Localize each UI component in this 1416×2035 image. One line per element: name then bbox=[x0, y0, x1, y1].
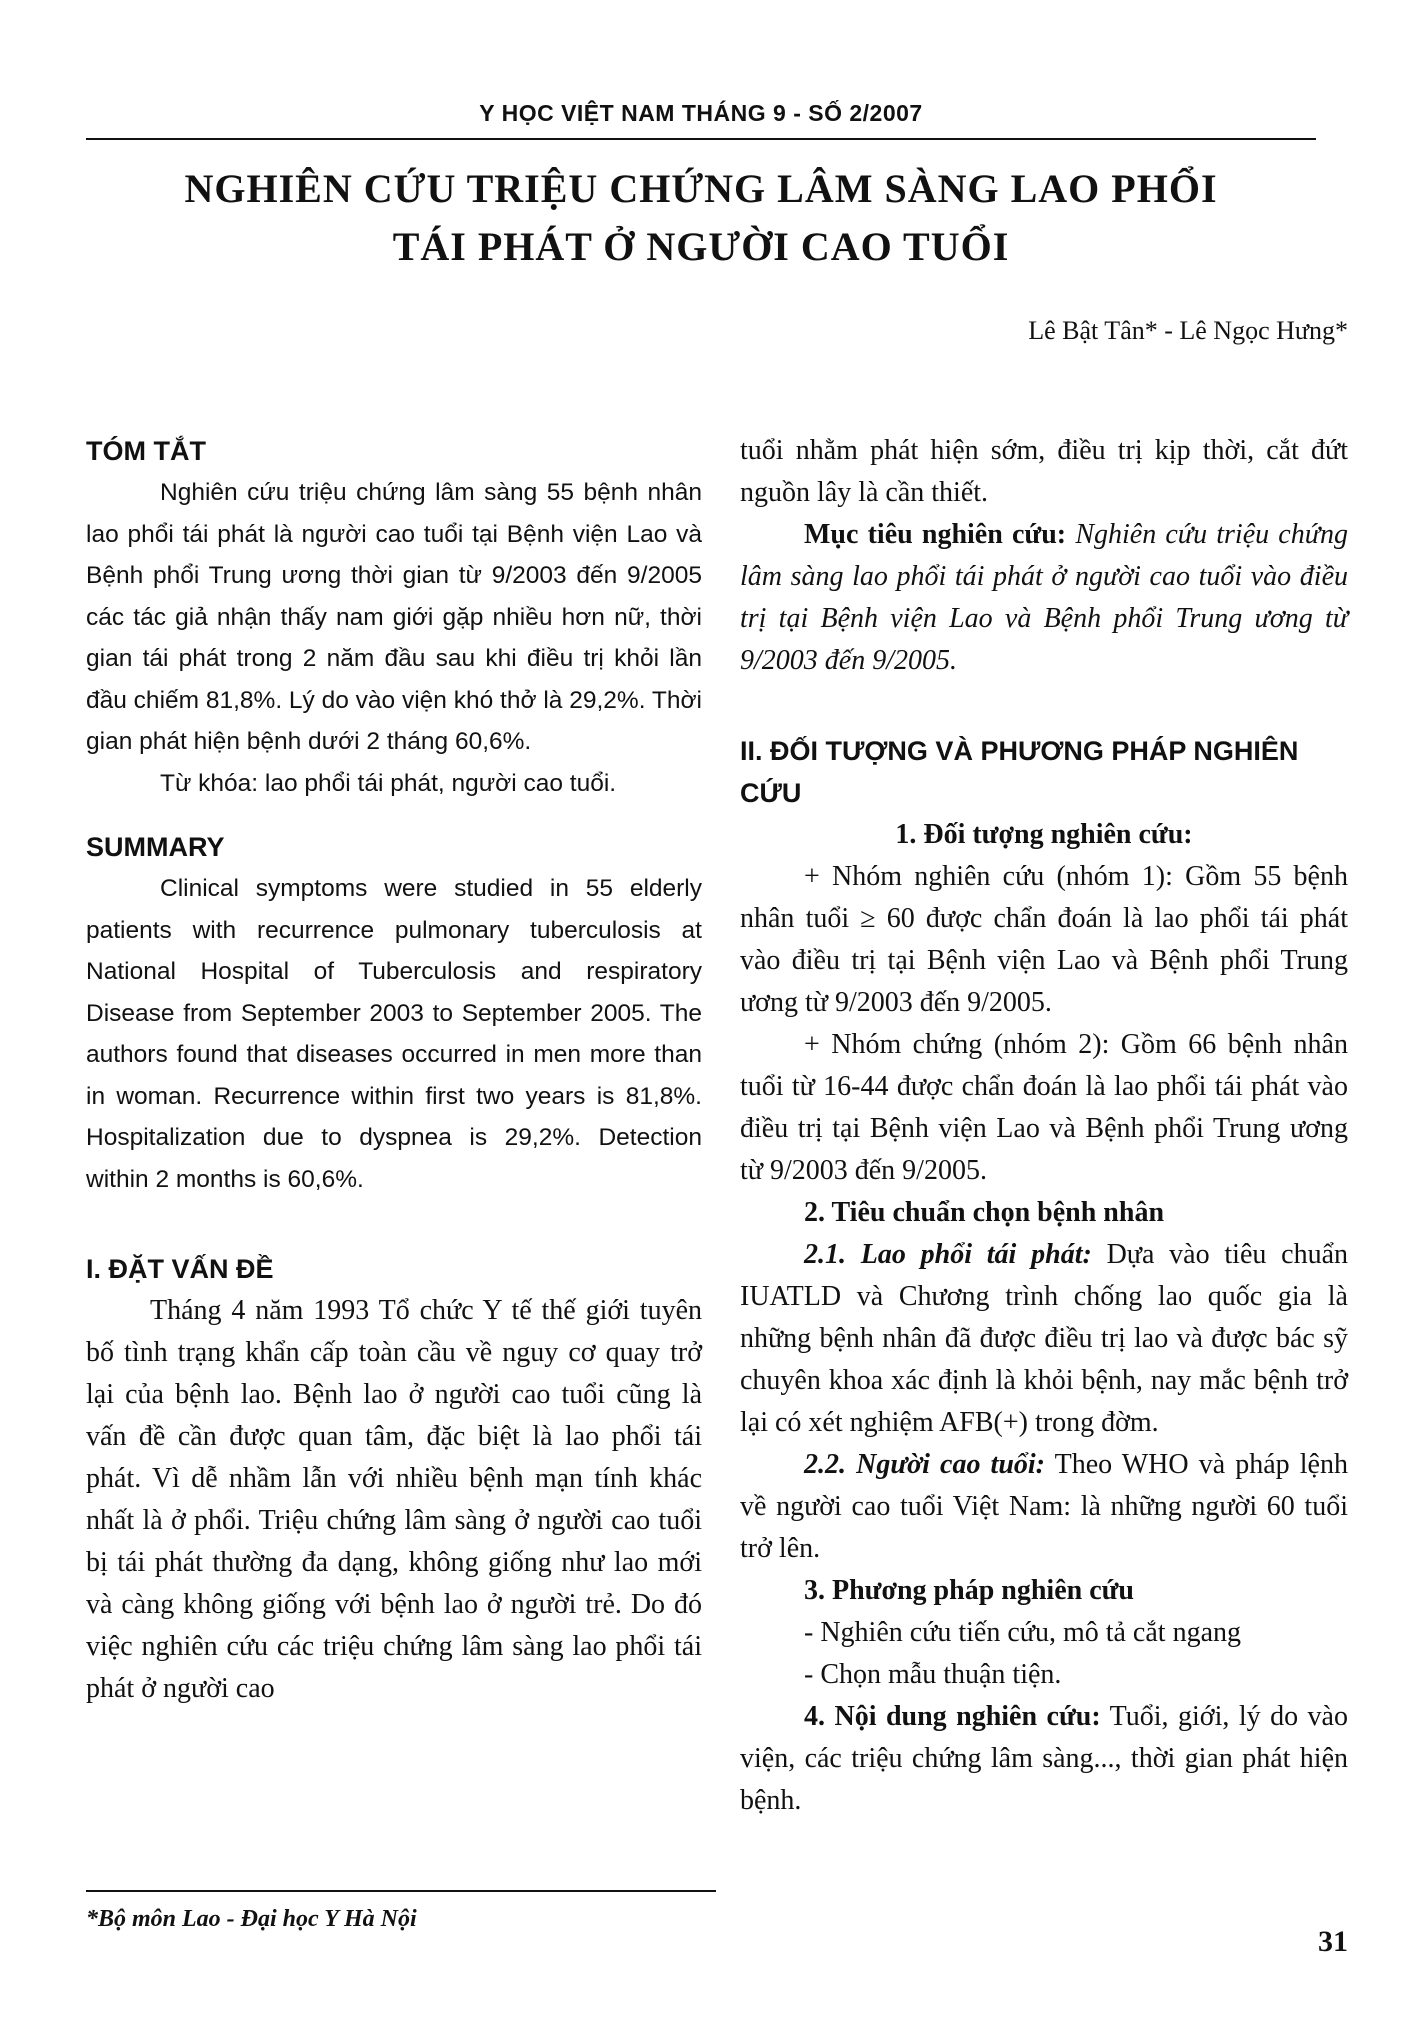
title-line-2: TÁI PHÁT Ở NGƯỜI CAO TUỔI bbox=[392, 224, 1010, 269]
sub4-label: 4. Nội dung nghiên cứu: bbox=[804, 1701, 1101, 1732]
criterion-21 bbox=[740, 1234, 1348, 1444]
section1-continuation: tuổi nhằm phát hiện sớm, điều trị kịp thời, cắt đứt nguồn lây là cần thiết. bbox=[740, 435, 1348, 508]
journal-header: Y HỌC VIỆT NAM THÁNG 9 - SỐ 2/2007 bbox=[479, 100, 923, 126]
authors: Lê Bật Tân* - Lê Ngọc Hưng* bbox=[1028, 316, 1348, 345]
objective-label: Mục tiêu nghiên cứu: bbox=[804, 519, 1067, 550]
criterion-22-label: 2.2. Người cao tuổi: bbox=[804, 1449, 1045, 1480]
title-line-1: NGHIÊN CỨU TRIỆU CHỨNG LÂM SÀNG LAO PHỔI bbox=[184, 166, 1218, 211]
sub2-heading: 2. Tiêu chuẩn chọn bệnh nhân bbox=[804, 1197, 1165, 1228]
left-column bbox=[86, 430, 702, 1710]
abstract-en-heading: SUMMARY bbox=[86, 832, 225, 862]
abstract-vi-heading: TÓM TẮT bbox=[86, 436, 206, 466]
sub1-heading: 1. Đối tượng nghiên cứu: bbox=[895, 819, 1193, 850]
page-number: 31 bbox=[1318, 1925, 1348, 1958]
section1-heading: I. ĐẶT VẤN ĐỀ bbox=[86, 1254, 274, 1284]
objective-text: Nghiên cứu triệu chứng lâm sàng lao phổi tái phát ở người cao tuổi vào điều trị tại Bệnh viện Lao và Bệnh phổi Trung ương từ 9/2003 đến 9/2005. bbox=[740, 519, 1349, 676]
sub4-text: Tuổi, giới, lý do vào viện, các triệu chứng lâm sàng..., thời gian phát hiện bệnh. bbox=[740, 1701, 1348, 1816]
section2-heading: II. ĐỐI TƯỢNG VÀ PHƯƠNG PHÁP NGHIÊN CỨU bbox=[740, 736, 1299, 808]
group2-paragraph: + Nhóm chứng (nhóm 2): Gồm 66 bệnh nhân tuổi từ 16-44 được chẩn đoán là lao phổi tái phát vào điều trị tại Bệnh viện Lao và Bệnh phổi Trung ương từ 9/2003 đến 9/2005. bbox=[740, 1029, 1348, 1186]
footnote-rule bbox=[86, 1890, 716, 1892]
method-item-2: - Chọn mẫu thuận tiện. bbox=[804, 1659, 1062, 1690]
right-column bbox=[740, 430, 1348, 1822]
article-title bbox=[86, 160, 1316, 276]
abstract-vi-body: Nghiên cứu triệu chứng lâm sàng 55 bệnh nhân lao phổi tái phát là người cao tuổi tại Bệnh viện Lao và Bệnh phổi Trung ương thời gian từ 9/2003 đến 9/2005 các tác giả nhận thấy nam giới gặp nhiều hơn nữ, thời gian tái phát trong 2 năm đầu sau khi điều trị khỏi lần đầu chiếm 81,8%. Lý do vào viện khó thở là 29,2%. Thời gian phát hiện bệnh dưới 2 tháng 60,6%. bbox=[86, 479, 702, 755]
criterion-21-label: 2.1. Lao phổi tái phát: bbox=[804, 1239, 1092, 1270]
section1-body: Tháng 4 năm 1993 Tổ chức Y tế thế giới tuyên bố tình trạng khẩn cấp toàn cầu về nguy cơ quay trở lại của bệnh lao. Bệnh lao ở người cao tuổi cũng là vấn đề cần được quan tâm, đặc biệt là lao phổi tái phát. Vì dễ nhầm lẫn với nhiều bệnh mạn tính khác nhất là ở phổi. Triệu chứng lâm sàng ở người cao tuổi bị tái phát thường đa dạng, không giống như lao mới và càng không giống với bệnh lao ở người trẻ. Do đó việc nghiên cứu các triệu chứng lâm sàng lao phổi tái phát ở người cao bbox=[86, 1295, 702, 1704]
method-item-1: - Nghiên cứu tiến cứu, mô tả cắt ngang bbox=[804, 1617, 1241, 1648]
criterion-22-text: Theo WHO và pháp lệnh về người cao tuổi Việt Nam: là những người 60 tuổi trở lên. bbox=[740, 1449, 1348, 1564]
criterion-21-text: Dựa vào tiêu chuẩn IUATLD và Chương trình chống lao quốc gia là những bệnh nhân đã được điều trị lao và được bác sỹ chuyên khoa xác định là khỏi bệnh, nay mắc bệnh trở lại có xét nghiệm AFB(+) trong đờm. bbox=[740, 1239, 1348, 1438]
sub3-heading: 3. Phương pháp nghiên cứu bbox=[804, 1575, 1134, 1606]
abstract-en-body: Clinical symptoms were studied in 55 elderly patients with recurrence pulmonary tuberculosis at National Hospital of Tuberculosis and respiratory Disease from September 2003 to September 2005. The authors found that diseases occurred in men more than in woman. Recurrence within first two years is 81,8%. Hospitalization due to dyspnea is 29,2%. Detection within 2 months is 60,6%. bbox=[86, 875, 702, 1193]
sub4-paragraph bbox=[740, 1696, 1348, 1822]
criterion-22 bbox=[740, 1444, 1348, 1570]
abstract-vi-keywords: Từ khóa: lao phổi tái phát, người cao tuổi. bbox=[160, 769, 617, 797]
group1-paragraph: + Nhóm nghiên cứu (nhóm 1): Gồm 55 bệnh nhân tuổi ≥ 60 được chẩn đoán là lao phổi tái phát vào điều trị tại Bệnh viện Lao và Bệnh phổi Trung ương từ 9/2003 đến 9/2005. bbox=[740, 861, 1348, 1018]
footnote: *Bộ môn Lao - Đại học Y Hà Nội bbox=[86, 1906, 417, 1932]
objective-paragraph bbox=[740, 514, 1348, 682]
header-rule bbox=[86, 138, 1316, 140]
